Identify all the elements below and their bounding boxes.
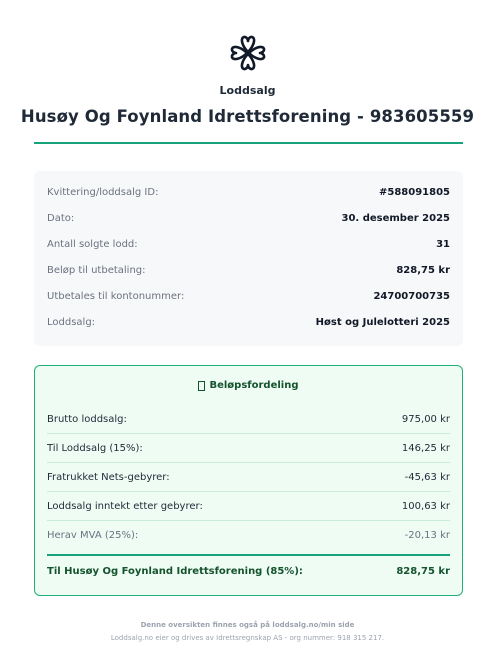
distribution-heading bbox=[47, 366, 450, 405]
info-label: Utbetales til kontonummer: bbox=[47, 290, 185, 302]
distribution-row-vat bbox=[47, 521, 450, 550]
distribution-total-value: 828,75 kr bbox=[396, 565, 450, 577]
distribution-value: 146,25 kr bbox=[401, 442, 450, 454]
distribution-row bbox=[47, 434, 450, 463]
info-value: 30. desember 2025 bbox=[341, 212, 450, 224]
amount-distribution-panel bbox=[34, 365, 463, 596]
distribution-label: Fratrukket Nets-gebyrer: bbox=[47, 471, 170, 483]
info-row-date bbox=[47, 205, 450, 231]
distribution-total-label: Til Husøy Og Foynland Idrettsforening (85%): bbox=[47, 565, 303, 577]
distribution-label: Herav MVA (25%): bbox=[47, 530, 139, 541]
info-value: 31 bbox=[436, 238, 450, 250]
receipt-info-panel bbox=[34, 171, 463, 346]
page-subtitle: Loddsalg bbox=[219, 84, 276, 97]
info-row-account-number bbox=[47, 283, 450, 309]
footer-legal: Loddsalg.no eier og drives av Idrettsregnskap AS - org nummer: 918 315 217. bbox=[110, 634, 385, 642]
distribution-row bbox=[47, 405, 450, 434]
distribution-value: 100,63 kr bbox=[401, 500, 450, 512]
distribution-label: Loddsalg inntekt etter gebyrer: bbox=[47, 500, 203, 512]
info-label: Loddsalg: bbox=[47, 316, 96, 328]
lottery-clover-icon bbox=[228, 33, 268, 73]
info-value: Høst og Julelotteri 2025 bbox=[315, 316, 450, 328]
info-value: 828,75 kr bbox=[396, 264, 450, 276]
distribution-total-row bbox=[47, 554, 450, 586]
info-label: Antall solgte lodd: bbox=[47, 238, 138, 250]
distribution-value: -20,13 kr bbox=[404, 530, 450, 541]
info-value: #588091805 bbox=[378, 186, 450, 198]
info-row-tickets-sold bbox=[47, 231, 450, 257]
page-title: Husøy Og Foynland Idrettsforening - 983605559 bbox=[20, 107, 475, 126]
distribution-label: Brutto loddsalg: bbox=[47, 413, 127, 425]
info-row-payout-amount bbox=[47, 257, 450, 283]
info-label: Dato: bbox=[47, 212, 75, 224]
distribution-row bbox=[47, 492, 450, 521]
footer-note: Denne oversikten finnes også på loddsalg.no/min side bbox=[140, 621, 355, 629]
info-row-lottery-name bbox=[47, 309, 450, 335]
distribution-value: 975,00 kr bbox=[401, 413, 450, 425]
info-label: Kvittering/loddsalg ID: bbox=[47, 186, 159, 198]
missing-glyph-icon bbox=[198, 381, 205, 391]
header-divider bbox=[34, 142, 463, 144]
distribution-row bbox=[47, 463, 450, 492]
info-row-receipt-id bbox=[47, 179, 450, 205]
info-label: Beløp til utbetaling: bbox=[47, 264, 146, 276]
distribution-value: -45,63 kr bbox=[404, 471, 450, 483]
distribution-title: Beløpsfordeling bbox=[209, 380, 299, 391]
distribution-label: Til Loddsalg (15%): bbox=[47, 442, 143, 454]
info-value: 24700700735 bbox=[373, 290, 450, 302]
